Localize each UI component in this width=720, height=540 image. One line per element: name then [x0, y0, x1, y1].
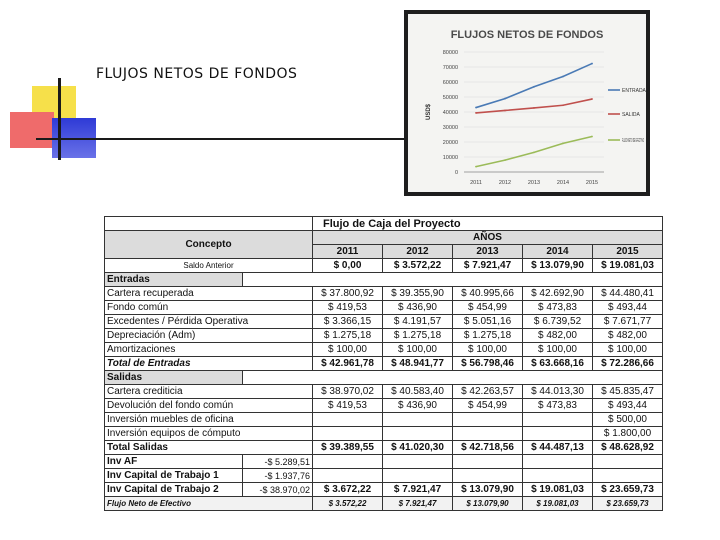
row-label: Fondo común — [105, 301, 313, 315]
value-cell: $ 100,00 — [523, 343, 593, 357]
salida-row — [105, 413, 663, 427]
total-salidas-row — [105, 441, 663, 455]
value-cell: $ 13.079,90 — [453, 497, 523, 511]
value-cell: $ 40.995,66 — [453, 287, 523, 301]
investment-row — [105, 469, 663, 483]
initial-value-cell: -$ 38.970,02 — [243, 483, 313, 497]
data-point — [533, 86, 535, 88]
value-cell: $ 419,53 — [313, 301, 383, 315]
slide-title: FLUJOS NETOS DE FONDOS — [96, 66, 298, 82]
value-cell: $ 7.921,47 — [453, 259, 523, 273]
value-cell: $ 40.583,40 — [383, 385, 453, 399]
value-cell: $ 44.480,41 — [593, 287, 663, 301]
value-cell — [383, 427, 453, 441]
row-label: Inversión equipos de cómputo — [105, 427, 313, 441]
value-cell: $ 493,44 — [593, 301, 663, 315]
value-cell: $ 3.366,15 — [313, 315, 383, 329]
row-label: Inversión muebles de oficina — [105, 413, 313, 427]
x-tick-label: 2015 — [585, 180, 599, 186]
entrada-row — [105, 301, 663, 315]
value-cell: $ 100,00 — [453, 343, 523, 357]
value-cell: $ 41.020,30 — [383, 441, 453, 455]
y-tick-label: 20000 — [442, 140, 458, 146]
value-cell: $ 48.941,77 — [383, 357, 453, 371]
value-cell — [383, 413, 453, 427]
value-cell — [453, 413, 523, 427]
row-label: Total Salidas — [105, 441, 313, 455]
empty-cell — [593, 469, 663, 483]
value-cell: $ 6.739,52 — [523, 315, 593, 329]
value-cell: $ 7.921,47 — [383, 497, 453, 511]
value-cell: $ 454,99 — [453, 399, 523, 413]
data-point — [475, 166, 477, 168]
row-label: Saldo Anterior — [105, 259, 313, 273]
x-tick-label: 2013 — [527, 180, 541, 186]
value-cell: $ 5.051,16 — [453, 315, 523, 329]
data-point — [591, 136, 593, 138]
row-label: Amortizaciones — [105, 343, 313, 357]
y-tick-label: 70000 — [442, 65, 458, 71]
y-tick-label: 60000 — [442, 80, 458, 86]
total-entradas-row — [105, 357, 663, 371]
empty-cell — [453, 455, 523, 469]
section-label: Salidas — [105, 371, 243, 385]
investment-row — [105, 455, 663, 469]
y-tick-label: 80000 — [442, 50, 458, 56]
value-cell: $ 42.718,56 — [453, 441, 523, 455]
empty-cell — [243, 371, 663, 385]
legend-label: FLUJO NETO DE EFECTIVO — [622, 138, 645, 144]
value-cell: $ 23.659,73 — [593, 497, 663, 511]
value-cell: $ 454,99 — [453, 301, 523, 315]
chart-frame — [404, 10, 650, 196]
decorative-vertical-line — [58, 78, 61, 160]
y-axis-label: USD$ — [426, 103, 432, 121]
concept-header: Concepto — [105, 231, 313, 259]
value-cell: $ 7.671,77 — [593, 315, 663, 329]
row-label: Cartera recuperada — [105, 287, 313, 301]
value-cell: $ 4.191,57 — [383, 315, 453, 329]
salida-row — [105, 385, 663, 399]
y-tick-label: 40000 — [442, 110, 458, 116]
salida-row — [105, 399, 663, 413]
year-header: 2014 — [523, 245, 593, 259]
value-cell: $ 37.800,92 — [313, 287, 383, 301]
value-cell: $ 482,00 — [523, 329, 593, 343]
value-cell: $ 72.286,66 — [593, 357, 663, 371]
value-cell: $ 42.263,57 — [453, 385, 523, 399]
row-label: Inv Capital de Trabajo 2 — [105, 483, 243, 497]
legend-label: ENTRADA — [622, 88, 646, 94]
entradas-section-row — [105, 273, 663, 287]
value-cell — [523, 413, 593, 427]
empty-cell — [593, 455, 663, 469]
value-cell: $ 100,00 — [383, 343, 453, 357]
entrada-row — [105, 287, 663, 301]
value-cell: $ 3.672,22 — [313, 483, 383, 497]
value-cell: $ 42.961,78 — [313, 357, 383, 371]
value-cell: $ 1.275,18 — [313, 329, 383, 343]
value-cell: $ 473,83 — [523, 399, 593, 413]
row-label: Total de Entradas — [105, 357, 313, 371]
saldo-anterior-row — [105, 259, 663, 273]
x-tick-label: 2014 — [556, 180, 570, 186]
value-cell: $ 436,90 — [383, 301, 453, 315]
legend-label: SALIDA — [622, 112, 640, 118]
value-cell: $ 1.800,00 — [593, 427, 663, 441]
data-point — [562, 76, 564, 78]
row-label: Devolución del fondo común — [105, 399, 313, 413]
series-line-entrada — [476, 64, 592, 108]
row-label: Inv AF — [105, 455, 243, 469]
row-label: Inv Capital de Trabajo 1 — [105, 469, 243, 483]
year-header: 2011 — [313, 245, 383, 259]
data-point — [533, 107, 535, 109]
empty-cell — [313, 469, 383, 483]
data-point — [504, 110, 506, 112]
value-cell: $ 100,00 — [313, 343, 383, 357]
y-tick-label: 0 — [454, 170, 458, 176]
flujo-neto-row — [105, 497, 663, 511]
value-cell: $ 7.921,47 — [383, 483, 453, 497]
value-cell — [313, 427, 383, 441]
x-tick-label: 2012 — [498, 180, 512, 186]
value-cell: $ 19.081,03 — [523, 497, 593, 511]
empty-cell — [523, 469, 593, 483]
data-point — [562, 104, 564, 106]
empty-cell — [383, 469, 453, 483]
value-cell: $ 1.275,18 — [383, 329, 453, 343]
years-header: AÑOS — [313, 231, 663, 245]
value-cell — [453, 427, 523, 441]
data-point — [475, 107, 477, 109]
value-cell: $ 493,44 — [593, 399, 663, 413]
y-tick-label: 50000 — [442, 95, 458, 101]
year-header: 2015 — [593, 245, 663, 259]
x-tick-label: 2011 — [470, 180, 482, 186]
value-cell: $ 39.389,55 — [313, 441, 383, 455]
value-cell: $ 100,00 — [593, 343, 663, 357]
data-point — [591, 98, 593, 100]
row-label: Depreciación (Adm) — [105, 329, 313, 343]
value-cell: $ 44.013,30 — [523, 385, 593, 399]
year-header: 2012 — [383, 245, 453, 259]
empty-cell — [243, 273, 663, 287]
value-cell: $ 13.079,90 — [453, 483, 523, 497]
empty-cell — [383, 455, 453, 469]
value-cell: $ 56.798,46 — [453, 357, 523, 371]
salidas-section-row — [105, 371, 663, 385]
cash-flow-table — [104, 216, 663, 511]
data-point — [591, 63, 593, 65]
value-cell: $ 419,53 — [313, 399, 383, 413]
value-cell: $ 1.275,18 — [453, 329, 523, 343]
value-cell: $ 63.668,16 — [523, 357, 593, 371]
salida-row — [105, 427, 663, 441]
section-label: Entradas — [105, 273, 243, 287]
value-cell: $ 45.835,47 — [593, 385, 663, 399]
value-cell: $ 19.081,03 — [593, 259, 663, 273]
initial-value-cell: -$ 1.937,76 — [243, 469, 313, 483]
data-point — [475, 112, 477, 114]
decorative-red-square — [10, 112, 54, 148]
row-label: Cartera crediticia — [105, 385, 313, 399]
chart-title: FLUJOS NETOS DE FONDOS — [450, 29, 604, 41]
value-cell: $ 436,90 — [383, 399, 453, 413]
value-cell: $ 0,00 — [313, 259, 383, 273]
row-label: Excedentes / Pérdida Operativa — [105, 315, 313, 329]
y-tick-label: 10000 — [442, 155, 458, 161]
decorative-horizontal-line — [36, 138, 446, 140]
header-row — [105, 231, 663, 245]
value-cell — [523, 427, 593, 441]
y-tick-label: 30000 — [442, 125, 458, 131]
value-cell: $ 13.079,90 — [523, 259, 593, 273]
data-point — [504, 98, 506, 100]
value-cell: $ 500,00 — [593, 413, 663, 427]
investment-row — [105, 483, 663, 497]
initial-value-cell: -$ 5.289,51 — [243, 455, 313, 469]
value-cell — [313, 413, 383, 427]
entrada-row — [105, 315, 663, 329]
value-cell: $ 19.081,03 — [523, 483, 593, 497]
series-line-salida — [476, 99, 592, 113]
value-cell: $ 473,83 — [523, 301, 593, 315]
row-label: Flujo Neto de Efectivo — [105, 497, 313, 511]
table-title: Flujo de Caja del Proyecto — [313, 217, 663, 231]
data-point — [533, 151, 535, 153]
value-cell: $ 44.487,13 — [523, 441, 593, 455]
empty-cell — [523, 455, 593, 469]
table-title-row — [105, 217, 663, 231]
entrada-row — [105, 343, 663, 357]
value-cell: $ 39.355,90 — [383, 287, 453, 301]
empty-cell — [313, 455, 383, 469]
value-cell: $ 482,00 — [593, 329, 663, 343]
table-title-spacer — [105, 217, 313, 231]
empty-cell — [453, 469, 523, 483]
value-cell: $ 3.572,22 — [313, 497, 383, 511]
value-cell: $ 38.970,02 — [313, 385, 383, 399]
year-header: 2013 — [453, 245, 523, 259]
value-cell: $ 48.628,92 — [593, 441, 663, 455]
data-point — [504, 159, 506, 161]
value-cell: $ 3.572,22 — [383, 259, 453, 273]
value-cell: $ 42.692,90 — [523, 287, 593, 301]
entrada-row — [105, 329, 663, 343]
value-cell: $ 23.659,73 — [593, 483, 663, 497]
data-point — [562, 142, 564, 144]
line-chart — [408, 14, 646, 192]
chart-area — [408, 14, 646, 192]
